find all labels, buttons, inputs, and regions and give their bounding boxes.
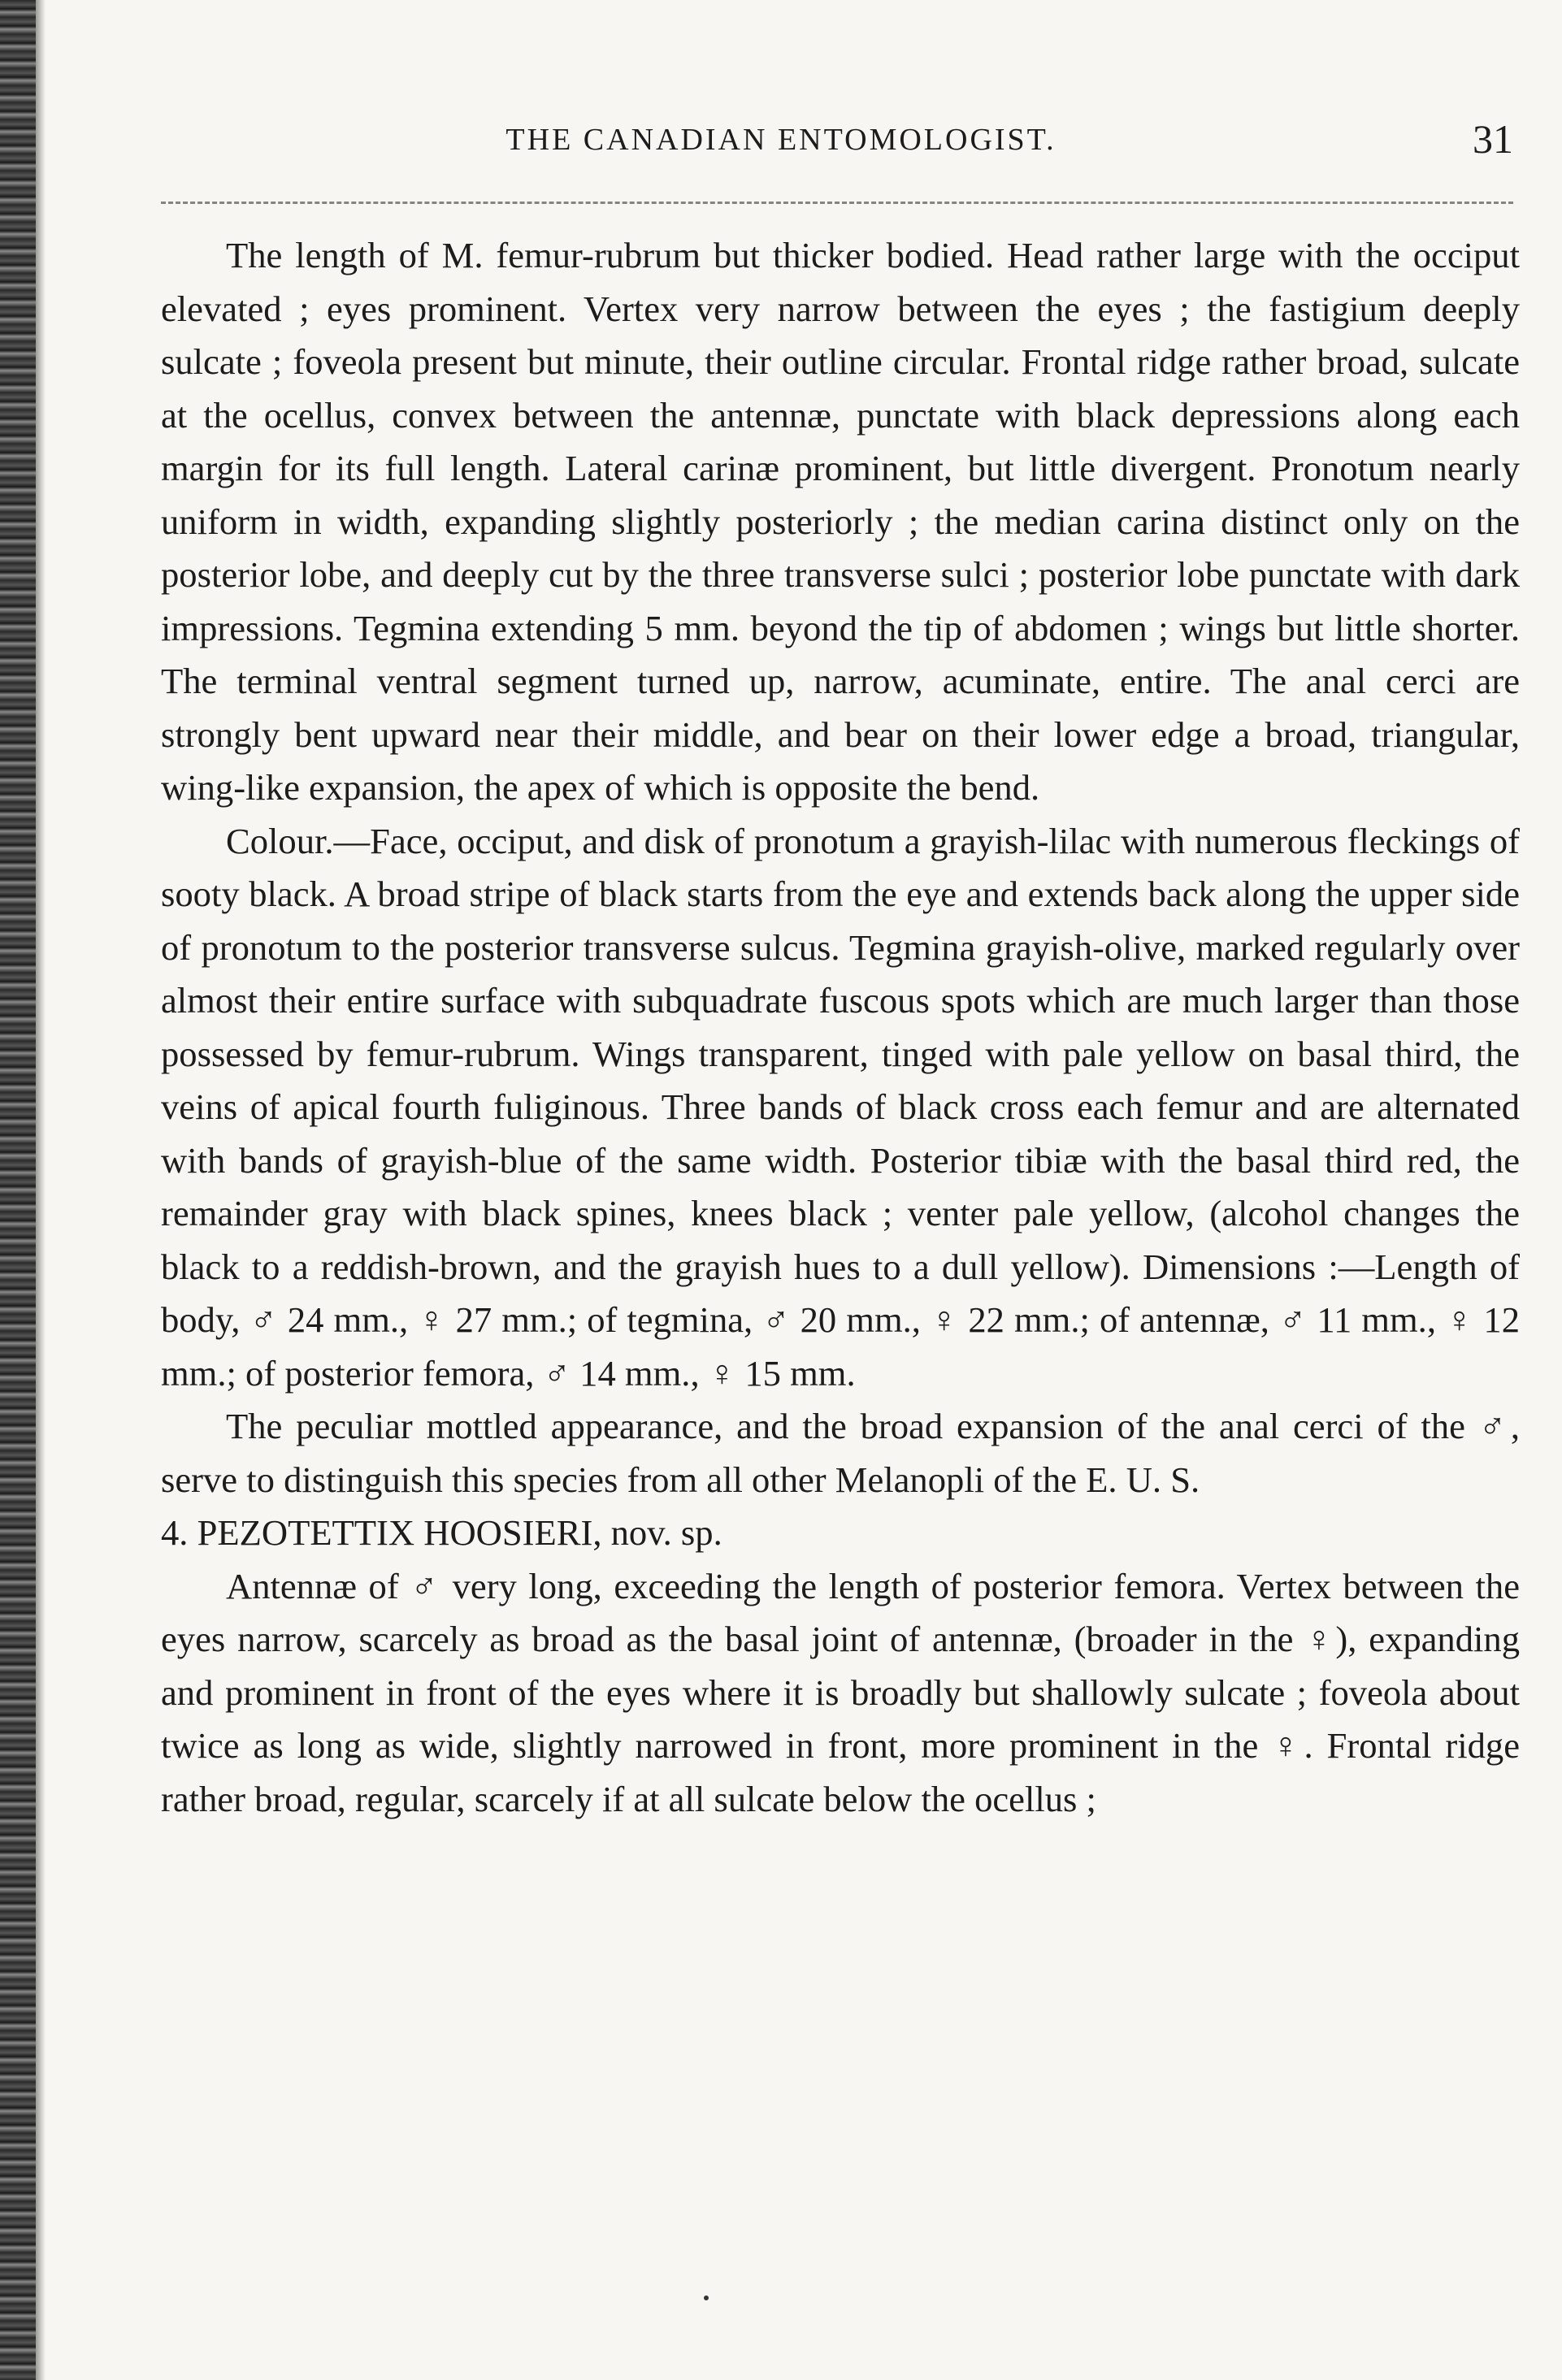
paragraph-distinguishing: The peculiar mottled appearance, and the broad expansion of the anal cerci of the ♂, serve to distinguish this species from all other Melanopli of the E. U. S. [161, 1406, 1520, 1500]
header-rule [161, 202, 1513, 204]
page-body [161, 229, 1520, 1826]
page-number: 31 [1473, 116, 1513, 162]
paragraph-colour: Colour.—Face, occiput, and disk of pronotum a grayish-lilac with numerous fleckings of sooty black. A broad stripe of black starts from the eye and extends back along the upper side of pronotum to the posterior transverse sulcus. Tegmina grayish-olive, marked regularly over almost their entire surface with subquadrate fuscous spots which are much larger than those possessed by femur-rubrum. Wings transparent, tinged with pale yellow on basal third, the veins of apical fourth fuliginous. Three bands of black cross each femur and are alternated with bands of grayish-blue of the same width. Posterior tibiæ with the basal third red, the remainder gray with black spines, knees black ; venter pale yellow, (alcohol changes the black to a reddish-brown, and the grayish hues to a dull yellow). Dimensions :—Length of body, ♂ 24 mm., ♀ 27 mm.; of tegmina, ♂ 20 mm., ♀ 22 mm.; of antennæ, ♂ 11 mm., ♀ 12 mm.; of posterior femora, ♂ 14 mm., ♀ 15 mm. [161, 820, 1520, 1394]
paragraph-hoosieri: Antennæ of ♂ very long, exceeding the length of posterior femora. Vertex between the eyes narrow, scarcely as broad as the basal joint of antennæ, (broader in the ♀), expanding and prominent in front of the eyes where it is broadly but shallowly sulcate ; foveola about twice as long as wide, slightly narrowed in front, more prominent in the ♀. Frontal ridge rather broad, regular, scarcely if at all sulcate below the ocellus ; [161, 1565, 1520, 1819]
book-binding-edge [0, 0, 36, 2380]
paragraph-description: The length of M. femur-rubrum but thicker bodied. Head rather large with the occiput elevated ; eyes prominent. Vertex very narrow between the eyes ; the fastigium deeply sulcate ; foveola present but minute, their outline circular. Frontal ridge rather broad, sulcate at the ocellus, convex between the antennæ, punctate with black depressions along each margin for its full length. Lateral carinæ prominent, but little divergent. Pronotum nearly uniform in width, expanding slightly posteriorly ; the median carina distinct only on the posterior lobe, and deeply cut by the three transverse sulci ; posterior lobe punctate with dark impressions. Tegmina extending 5 mm. beyond the tip of abdomen ; wings but little shorter. The terminal ventral segment turned up, narrow, acuminate, entire. The anal cerci are strongly bent upward near their middle, and bear on their lower edge a broad, triangular, wing-like expansion, the apex of which is opposite the bend. [161, 235, 1520, 808]
binding-shadow [36, 0, 46, 2380]
page-speck [704, 2295, 709, 2300]
page-header [0, 116, 1562, 171]
section-heading: 4. PEZOTETTIX HOOSIERI, nov. sp. [161, 1512, 722, 1553]
running-title: THE CANADIAN ENTOMOLOGIST. [505, 123, 1057, 157]
